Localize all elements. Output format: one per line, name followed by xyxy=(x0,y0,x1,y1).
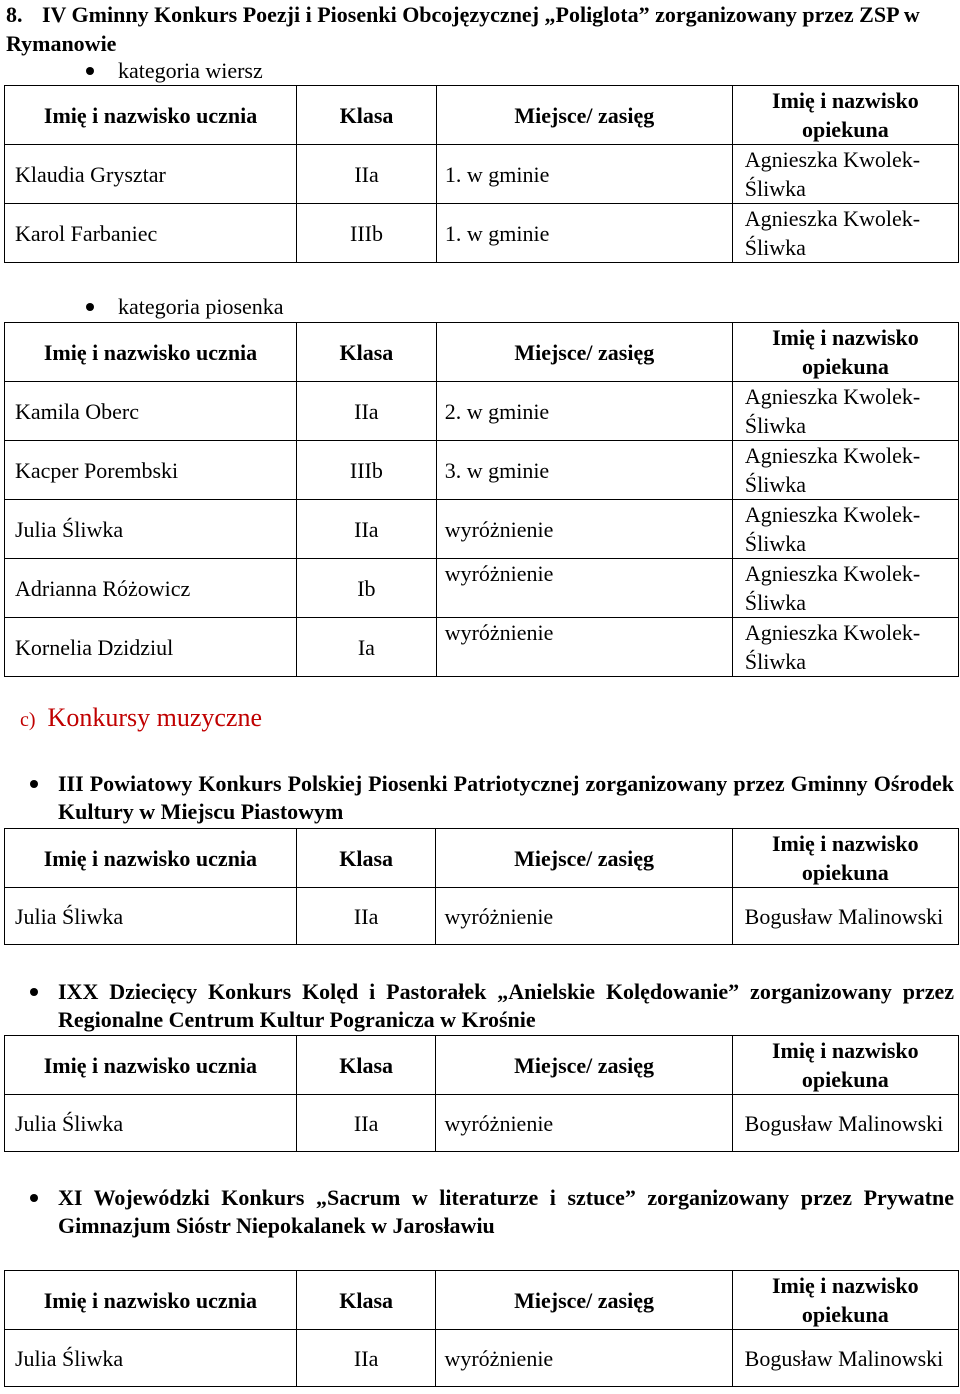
header-place: Miejsce/ zasięg xyxy=(436,1271,732,1330)
student-name: Julia Śliwka xyxy=(5,888,297,945)
results-table-wiersz xyxy=(4,85,959,263)
table-row xyxy=(5,382,959,441)
header-teacher: Imię i nazwisko opiekuna xyxy=(732,1036,958,1095)
student-class: IIIb xyxy=(297,204,437,263)
header-class: Klasa xyxy=(296,829,436,888)
header-student: Imię i nazwisko ucznia xyxy=(5,323,297,382)
student-place: wyróżnienie xyxy=(436,1330,732,1387)
student-class: IIa xyxy=(297,382,437,441)
student-name: Klaudia Grysztar xyxy=(5,145,297,204)
header-place: Miejsce/ zasięg xyxy=(436,323,732,382)
student-place: 2. w gminie xyxy=(436,382,732,441)
contest-description xyxy=(58,1184,954,1240)
header-teacher: Imię i nazwisko opiekuna xyxy=(732,323,958,382)
table-row xyxy=(5,559,959,618)
teacher-name: Agnieszka Kwolek-Śliwka xyxy=(732,618,958,677)
student-name: Kacper Porembski xyxy=(5,441,297,500)
teacher-name: Agnieszka Kwolek-Śliwka xyxy=(732,382,958,441)
contest-description-text: XI Wojewódzki Konkurs „Sacrum w literaturze i sztuce” zorganizowany przez Prywatne Gimnazjum Sióstr Niepokalanek w Jarosławiu xyxy=(58,1185,954,1238)
student-class: IIa xyxy=(296,1095,436,1152)
teacher-name: Bogusław Malinowski xyxy=(732,1095,958,1152)
header-place: Miejsce/ zasięg xyxy=(436,86,732,145)
table-header-row xyxy=(5,86,959,145)
results-table-contest1 xyxy=(4,828,959,945)
section-title xyxy=(6,0,956,58)
results-table-contest2 xyxy=(4,1035,959,1152)
category-label: kategoria wiersz xyxy=(118,58,263,83)
table-header-row xyxy=(5,323,959,382)
student-place: wyróżnienie xyxy=(436,500,732,559)
student-place: 1. w gminie xyxy=(436,204,732,263)
teacher-name: Agnieszka Kwolek-Śliwka xyxy=(732,559,958,618)
section-heading-text: Konkursy muzyczne xyxy=(47,703,262,732)
teacher-name: Bogusław Malinowski xyxy=(732,1330,958,1387)
student-name: Kamila Oberc xyxy=(5,382,297,441)
category-label: kategoria piosenka xyxy=(118,294,284,319)
header-teacher: Imię i nazwisko opiekuna xyxy=(732,86,958,145)
teacher-name: Bogusław Malinowski xyxy=(732,888,958,945)
bullet-icon xyxy=(30,1194,38,1202)
table-row xyxy=(5,441,959,500)
header-student: Imię i nazwisko ucznia xyxy=(5,86,297,145)
table-row xyxy=(5,145,959,204)
header-teacher: Imię i nazwisko opiekuna xyxy=(732,1271,958,1330)
student-place: wyróżnienie xyxy=(436,888,732,945)
student-place: wyróżnienie xyxy=(436,618,732,677)
table-row xyxy=(5,204,959,263)
student-name: Adrianna Różowicz xyxy=(5,559,297,618)
results-table-piosenka xyxy=(4,322,959,677)
table-header-row xyxy=(5,1036,959,1095)
header-student: Imię i nazwisko ucznia xyxy=(5,1271,297,1330)
student-class: IIa xyxy=(296,1330,436,1387)
bullet-icon xyxy=(86,67,94,75)
header-student: Imię i nazwisko ucznia xyxy=(5,1036,297,1095)
table-row xyxy=(5,1330,959,1387)
header-class: Klasa xyxy=(297,323,437,382)
student-place: 3. w gminie xyxy=(436,441,732,500)
bullet-icon xyxy=(30,780,38,788)
student-name: Kornelia Dzidziul xyxy=(5,618,297,677)
bullet-icon xyxy=(30,988,38,996)
table-row xyxy=(5,888,959,945)
table-row xyxy=(5,500,959,559)
student-place: 1. w gminie xyxy=(436,145,732,204)
teacher-name: Agnieszka Kwolek-Śliwka xyxy=(732,441,958,500)
table-header-row xyxy=(5,829,959,888)
student-place: wyróżnienie xyxy=(436,559,732,618)
student-name: Julia Śliwka xyxy=(5,1330,297,1387)
results-table-contest3 xyxy=(4,1270,959,1387)
table-row xyxy=(5,618,959,677)
contest-description: III Powiatowy Konkurs Polskiej Piosenki Patriotycznej zorganizowany przez Gminny Ośrodek Kultury w Miejscu Piastowym xyxy=(58,771,954,824)
teacher-name: Agnieszka Kwolek-Śliwka xyxy=(732,145,958,204)
student-class: Ia xyxy=(297,618,437,677)
header-student: Imię i nazwisko ucznia xyxy=(5,829,297,888)
section-letter: c) xyxy=(20,709,36,731)
student-class: Ib xyxy=(297,559,437,618)
teacher-name: Agnieszka Kwolek-Śliwka xyxy=(732,500,958,559)
bullet-icon xyxy=(86,303,94,311)
section-title-text: IV Gminny Konkurs Poezji i Piosenki Obcojęzycznej „Poliglota” zorganizowany przez ZSP w Rymanowie xyxy=(6,2,920,56)
student-place: wyróżnienie xyxy=(436,1095,732,1152)
section-number: 8. xyxy=(6,2,23,27)
student-name: Karol Farbaniec xyxy=(5,204,297,263)
student-name: Julia Śliwka xyxy=(5,500,297,559)
table-header-row xyxy=(5,1271,959,1330)
student-class: IIIb xyxy=(297,441,437,500)
header-place: Miejsce/ zasięg xyxy=(436,1036,732,1095)
student-name: Julia Śliwka xyxy=(5,1095,297,1152)
header-class: Klasa xyxy=(296,1271,436,1330)
header-place: Miejsce/ zasięg xyxy=(436,829,732,888)
table-row xyxy=(5,1095,959,1152)
student-class: IIa xyxy=(297,500,437,559)
header-class: Klasa xyxy=(296,1036,436,1095)
section-heading xyxy=(20,703,262,733)
header-teacher: Imię i nazwisko opiekuna xyxy=(732,829,958,888)
student-class: IIa xyxy=(297,145,437,204)
teacher-name: Agnieszka Kwolek-Śliwka xyxy=(732,204,958,263)
contest-description: IXX Dziecięcy Konkurs Kolęd i Pastorałek „Anielskie Kolędowanie” zorganizowany przez Regionalne Centrum Kultur Pogranicza w Krośnie xyxy=(58,979,954,1032)
student-class: IIa xyxy=(296,888,436,945)
header-class: Klasa xyxy=(297,86,437,145)
